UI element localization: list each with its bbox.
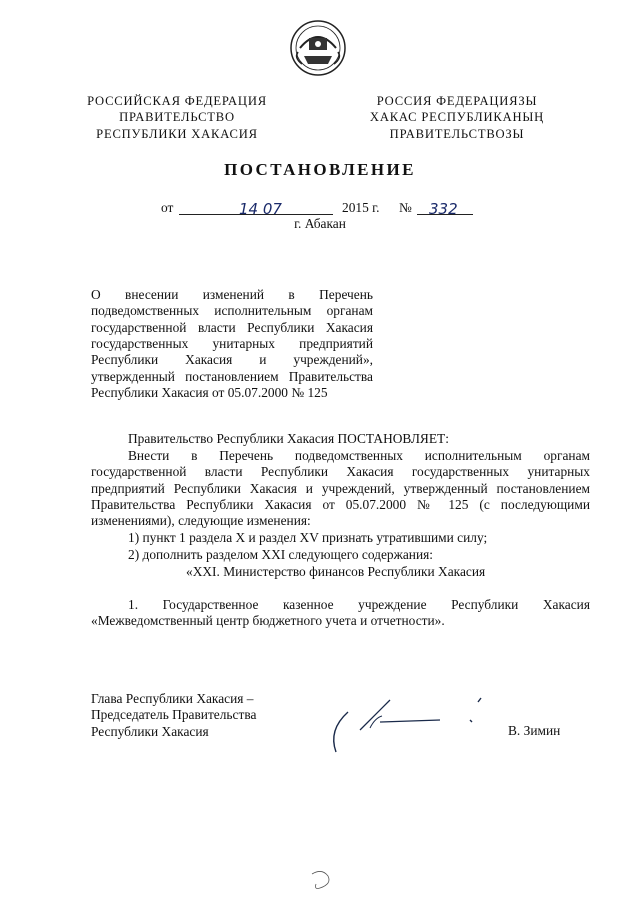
header-left-line: РЕСПУБЛИКИ ХАКАСИЯ	[96, 126, 258, 141]
position-line: Глава Республики Хакасия –	[91, 691, 254, 706]
resolution-paragraph: Внести в Перечень подведомственных исполнительным органам государственной власти Республики Хакасия государственных унитарных предприятий Республики Хакасия и учреждений, утвержденный постановлением Правительства Республики Хакасия от 05.07.2000 № 125 (с последующими изменениями), следующие изменения:	[91, 448, 590, 529]
section-heading-quote: «XXI. Министерство финансов Республики Хакасия	[186, 564, 486, 579]
position-line: Председатель Правительства	[91, 707, 257, 723]
header-left-line: ПРАВИТЕЛЬСТВО	[119, 110, 235, 125]
number-label: №	[399, 200, 412, 215]
subject-line: государственной власти Республики Хакасия	[91, 319, 373, 335]
subject-line: подведомственных исполнительным органам	[91, 303, 373, 319]
position-line: Республики Хакасия	[91, 723, 209, 739]
header-left-line: РОССИЙСКАЯ ФЕДЕРАЦИЯ	[87, 94, 267, 108]
header-left-block	[82, 93, 272, 142]
year-label: 2015 г.	[342, 200, 380, 215]
list-item-1: 1) пункт 1 раздела X и раздел XV признать утратившими силу;	[128, 530, 488, 545]
section-item-1: 1. Государственное казенное учреждение Республики Хакасия «Межведомственный центр бюджетного учета и отчетности».	[91, 597, 590, 629]
list-item-2: 2) дополнить разделом XXI следующего содержания:	[128, 547, 434, 562]
date-handwritten: 14 07	[239, 200, 282, 218]
header-right-line: ПРАВИТЕЛЬСТВОЗЫ	[389, 126, 525, 141]
scan-mark	[306, 868, 336, 893]
subject-line: О внесении изменений в Перечень	[91, 287, 373, 302]
header-right-line: РОССИЯ ФЕДЕРАЦИЯЗЫ	[376, 94, 538, 108]
resolution-intro: Правительство Республики Хакасия ПОСТАНОВЛЯЕТ:	[128, 431, 449, 446]
handwritten-signature	[320, 690, 490, 760]
city-label: г. Абакан	[294, 216, 346, 231]
document-title: ПОСТАНОВЛЕНИЕ	[224, 160, 416, 179]
signer-name: В. Зимин	[508, 723, 561, 738]
from-label: от	[161, 200, 174, 215]
subject-block	[91, 287, 373, 401]
number-handwritten: 332	[429, 200, 458, 218]
subject-line: Республики Хакасия от 05.07.2000 № 125	[91, 385, 328, 401]
signatory-position	[91, 691, 291, 740]
subject-line: государственных унитарных предприятий	[91, 336, 373, 352]
subject-line: утвержденный постановлением Правительства	[91, 368, 373, 384]
subject-line: Республики Хакасия и учреждений»,	[91, 352, 373, 368]
coat-of-arms-emblem	[288, 18, 348, 78]
header-right-line: ХАКАС РЕСПУБЛИКАНЫҢ	[369, 110, 545, 125]
header-right-block	[357, 93, 557, 142]
